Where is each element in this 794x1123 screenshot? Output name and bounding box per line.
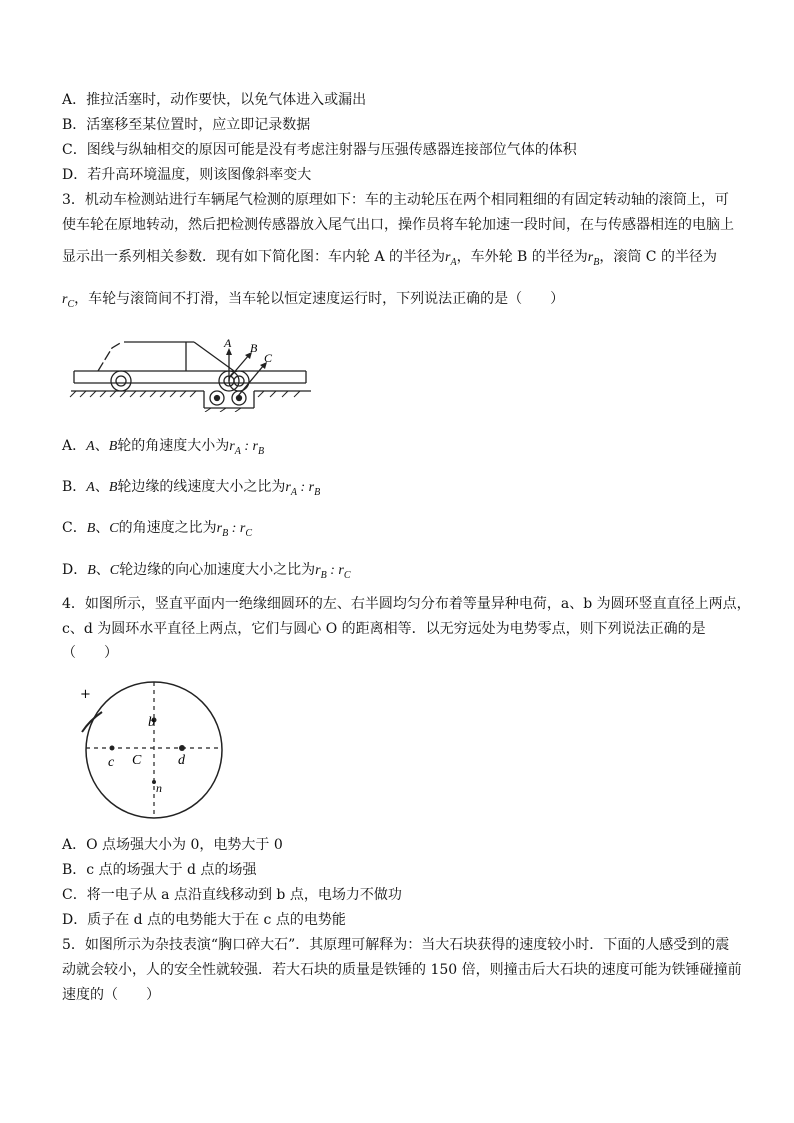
q3-option-a: A．A、B轮的角速度大小为$r_A$ : $r_B$ [62,438,265,457]
label-c: c [108,755,115,770]
plus-sign: + [80,687,91,702]
label-center: C [132,753,142,768]
q4-option-a: A．O 点场强大小为 0，电势大于 0 [62,837,283,853]
label-b: b [148,715,155,730]
q4-stem-line1: 4．如图所示，竖直平面内一绝缘细圆环的左、右半圆均匀分布着等量异种电荷，a、b 为圆环竖直直径上两点， [62,596,751,612]
q2-option-b: B．活塞移至某位置时，应立即记录数据 [62,117,311,133]
q3-stem-line4: $r_C$，车轮与滚筒间不打滑，当车轮以恒定速度运行时，下列说法正确的是（ ） [62,291,565,310]
label-A: A [224,336,232,350]
q2-option-c: C．图线与纵轴相交的原因可能是没有考虑注射器与压强传感器连接部位气体的体积 [62,142,577,158]
q4-option-d: D．质子在 d 点的电势能大于在 c 点的电势能 [62,912,346,928]
q2-option-d: D．若升高环境温度，则该图像斜率变大 [62,167,312,183]
q3-stem-line3: 显示出一系列相关参数．现有如下简化图：车内轮 A 的半径为$r_A$，车外轮 B 的半径为$r_B$，滚筒 C 的半径为 [62,249,717,268]
label-C: C [264,351,273,365]
q3-stem-line1: 3．机动车检测站进行车辆尾气检测的原理如下：车的主动轮压在两个相同粗细的有固定转动轴的滚筒上，可 [62,192,729,208]
car-roller-figure [66,330,316,412]
label-B: B [250,341,258,355]
label-d: d [178,753,185,768]
q4-stem-line3: （ ） [62,645,118,661]
q5-stem-line2: 动就会较小，人的安全性就较强．若大石块的质量是铁锤的 150 倍，则撞击后大石块的速度可能为铁锤碰撞前 [62,962,742,978]
q4-stem-line2: c、d 为圆环水平直径上两点，它们与圆心 O 的距离相等．以无穷远处为电势零点，则下列说法正确的是 [62,621,706,637]
q4-option-c: C．将一电子从 a 点沿直线移动到 b 点，电场力不做功 [62,887,402,903]
charged-ring-figure [72,672,232,822]
q3-option-c: C．B、C的角速度之比为$r_B$ : $r_C$ [62,520,252,539]
q4-option-b: B．c 点的场强大于 d 点的场强 [62,862,257,878]
q3-stem-line2: 使车轮在原地转动，然后把检测传感器放入尾气出口，操作员将车轮加速一段时间，在与传感器相连的电脑上 [62,217,734,233]
q3-option-d: D．B、C轮边缘的向心加速度大小之比为$r_B$ : $r_C$ [62,562,351,581]
q5-stem-line1: 5．如图所示为杂技表演“胸口碎大石”．其原理可解释为：当大石块获得的速度较小时．下面的人感受到的震 [62,937,730,953]
label-a: n [156,781,162,795]
q3-option-b: B．A、B轮边缘的线速度大小之比为$r_A$ : $r_B$ [62,479,321,498]
q5-stem-line3: 速度的（ ） [62,987,160,1003]
q2-option-a: A．推拉活塞时，动作要快，以免气体进入或漏出 [62,92,367,108]
